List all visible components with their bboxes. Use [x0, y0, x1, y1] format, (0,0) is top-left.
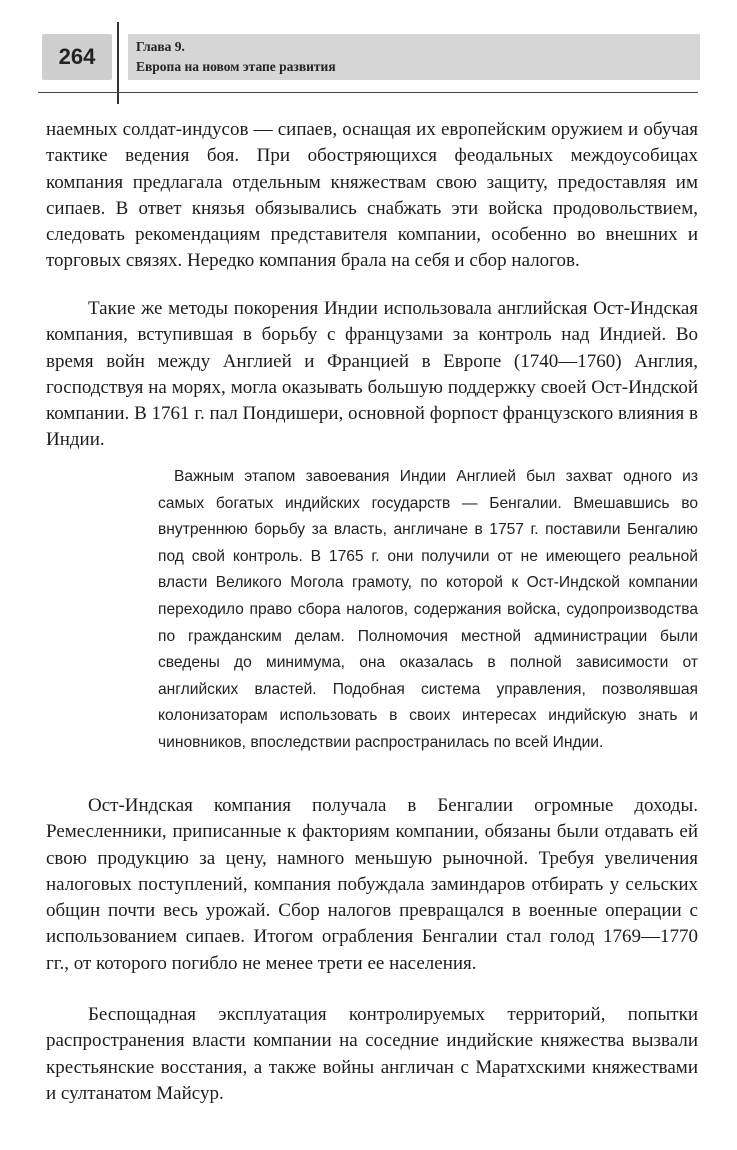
note-block: Важным этапом завоевания Индии Англией был захват одного из самых богатых индийских государств — Бенгалии. Вмешавшись во внутреннюю борьбу за власть, англичане в 1757 г. поставили Бенгалию под свой контроль. В 1765 г. они получили от не имеющего реальной власти Великого Могола грамоту, по которой к Ост-Индской компании переходило право сбора налогов, содержания войска, судопроизводства по гражданским делам. Полномочия местной администрации были сведены до минимума, она оказалась в полной зависимости от английских властей. Подобная система управления, позволявшая колонизаторам использовать в своих интересах индийскую знать и чиновников, впоследствии распространилась по всей Индии. — [158, 468, 698, 751]
paragraph-2: Такие же методы покорения Индии использовала английская Ост-Индская компания, вступившая в борьбу с французами за контроль над Индией. Во время войн между Англией и Францией в Европе (1740—1760) Англия, господствуя на морях, могла оказывать большую поддержку своей Ост-Индской компании. В 1761 г. пал Пондишери, основной форпост французского влияния в Индии. — [46, 298, 698, 451]
paragraph-3: Ост-Индская компания получала в Бенгалии огромные доходы. Ремесленники, приписанные к факториям компании, обязаны были отдавать ей свою продукцию за цену, намного меньшую рыночной. Требуя увеличения налоговых поступлений, компания побуждала заминдаров отбирать у сельских общин почти весь урожай. Сбор налогов превращался в военные операции с использованием сипаев. Итогом ограбления Бенгалии стал голод 1769—1770 гг., от которого погибло не менее трети ее населения. — [46, 795, 698, 974]
chapter-title — [136, 37, 336, 77]
header-horizontal-rule — [38, 92, 698, 93]
paragraph-4: Беспощадная эксплуатация контролируемых территорий, попытки распространения власти компании на соседние индийские княжества вызвали крестьянские восстания, а также войны англичан с Маратхскими княжествами и султанатом Майсур. — [46, 1004, 698, 1104]
paragraph-1: наемных солдат-индусов — сипаев, оснащая их европейским оружием и обучая тактике ведения боя. При обостряющихся феодальных междоусобицах компания предлагала отдельным княжествам свою защиту, предоставляя им сипаев. В ответ князья обязывались снабжать эти войска продовольствием, следовать рекомендациям представителя компании, особенно во внешних и торговых связях. Нередко компания брала на себя и сбор налогов. — [46, 119, 698, 272]
chapter-name: Европа на новом этапе развития — [136, 59, 336, 74]
chapter-number: Глава 9. — [136, 39, 185, 54]
page-number: 264 — [58, 44, 96, 69]
page-header — [0, 0, 737, 110]
